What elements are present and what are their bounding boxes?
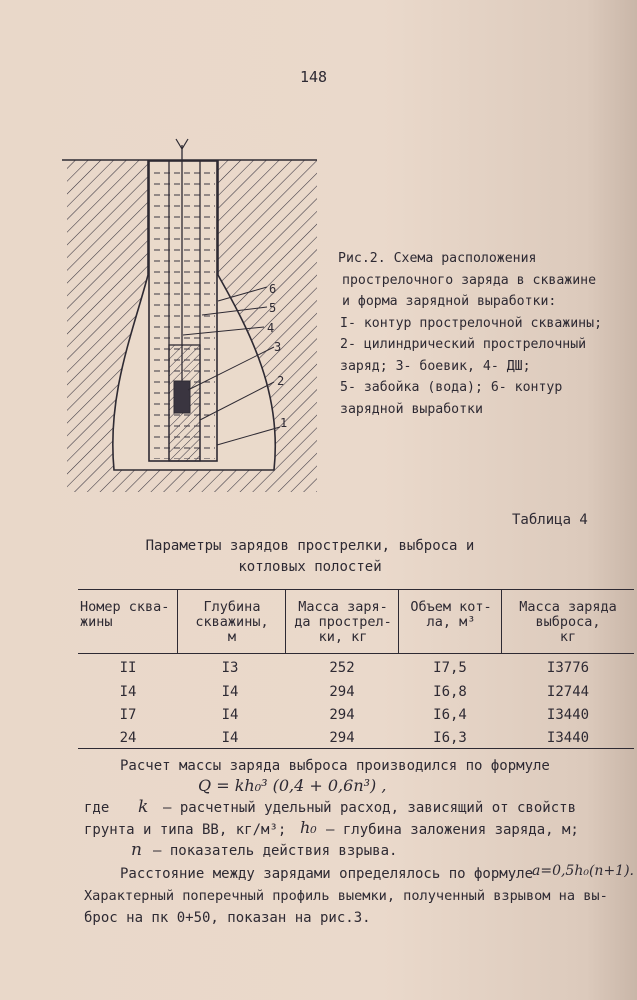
caption-line: Рис.2. Схема расположения bbox=[338, 251, 537, 266]
page-number: 148 bbox=[300, 68, 328, 86]
table-col-divider bbox=[177, 589, 178, 654]
cord-top-right bbox=[182, 139, 188, 149]
table-header-cell bbox=[290, 600, 396, 645]
text-line: грунта и типа ВВ, кг/м³; bbox=[84, 822, 287, 838]
figure-label-3: 3 bbox=[274, 340, 282, 354]
text-line: Характерный поперечный профиль выемки, полученный взрывом на вы- bbox=[84, 888, 608, 904]
symbol-n: n bbox=[131, 840, 142, 860]
table-cell: I7 bbox=[119, 707, 137, 723]
text-line: Расчет массы заряда выброса производился по формуле bbox=[120, 758, 550, 774]
table-header-rule bbox=[78, 653, 634, 654]
header-text: м bbox=[227, 629, 237, 645]
table-title-line: котловых полостей bbox=[238, 559, 382, 575]
table-header-cell bbox=[404, 600, 498, 630]
table-cell: 294 bbox=[329, 730, 355, 746]
text-line: Расстояние между зарядами определялось по формуле bbox=[120, 866, 534, 882]
formula-q: Q = kh₀³ (0,4 + 0,6n³) , bbox=[198, 776, 387, 795]
symbol-h0: h₀ bbox=[300, 818, 317, 837]
figure-label-4: 4 bbox=[267, 321, 275, 335]
caption-line: и форма зарядной выработки: bbox=[342, 294, 557, 309]
formula-a: a=0,5h₀(n+1). bbox=[532, 863, 634, 879]
table-bottom-rule bbox=[78, 748, 634, 749]
header-text: Объем кот- bbox=[410, 599, 492, 615]
figure-label-6: 6 bbox=[269, 282, 277, 296]
table-title-line: Параметры зарядов прострелки, выброса и bbox=[145, 538, 475, 554]
header-text: Номер сква- bbox=[80, 599, 170, 615]
text-line: – показатель действия взрыва. bbox=[153, 843, 398, 859]
text-line: где bbox=[84, 800, 110, 816]
water-stemming bbox=[151, 163, 215, 345]
text-line: – глубина заложения заряда, м; bbox=[326, 822, 579, 838]
figure-label-2: 2 bbox=[277, 374, 285, 388]
table-cell: I2744 bbox=[546, 684, 590, 700]
header-text: жины bbox=[80, 614, 113, 630]
header-text: ки, кг bbox=[318, 629, 368, 645]
table-cell: I4 bbox=[221, 730, 239, 746]
table-cell: I3776 bbox=[546, 660, 590, 676]
table-cell: I6,4 bbox=[433, 707, 467, 723]
figure-label-1: 1 bbox=[280, 416, 288, 430]
caption-line: 2- цилиндрический прострелочный bbox=[340, 337, 587, 352]
figure-caption bbox=[338, 248, 628, 420]
table-col-divider bbox=[501, 589, 502, 654]
header-text: Масса заря- bbox=[298, 599, 388, 615]
table-col-divider bbox=[398, 589, 399, 654]
cord-top-left bbox=[176, 139, 182, 149]
table-cell: I6,8 bbox=[433, 684, 467, 700]
caption-line: I- контур прострелочной скважины; bbox=[340, 315, 603, 331]
table-cell: 294 bbox=[329, 707, 355, 723]
caption-line: прострелочного заряда в скважине bbox=[342, 272, 597, 288]
table-title bbox=[100, 536, 520, 578]
header-text: кг bbox=[559, 629, 577, 645]
table-cell: I4 bbox=[221, 707, 239, 723]
table-cell: I4 bbox=[119, 684, 137, 700]
header-text: скважины, bbox=[195, 614, 269, 630]
table-header-cell bbox=[80, 600, 176, 630]
table-cell: I6,3 bbox=[433, 730, 467, 746]
caption-line: заряд; 3- боевик, 4- ДШ; bbox=[340, 358, 531, 374]
table-top-rule bbox=[78, 589, 634, 590]
header-text: да прострел- bbox=[294, 614, 392, 630]
table-header-cell bbox=[182, 600, 282, 645]
figure-label-5: 5 bbox=[269, 301, 277, 315]
table-cell: I4 bbox=[221, 684, 239, 700]
caption-line: 5- забойка (вода); 6- контур bbox=[340, 380, 563, 395]
table-label: Таблица 4 bbox=[512, 512, 588, 528]
table-cell: I7,5 bbox=[433, 660, 467, 676]
table-col-divider bbox=[285, 589, 286, 654]
caption-line: зарядной выработки bbox=[340, 401, 483, 417]
table-cell: I3440 bbox=[546, 730, 590, 746]
header-text: выброса, bbox=[535, 614, 601, 630]
symbol-k: k bbox=[138, 797, 149, 817]
header-text: Масса заряда bbox=[519, 599, 617, 615]
header-text: Глубина bbox=[203, 599, 261, 615]
borehole-figure bbox=[62, 135, 324, 497]
table-cell: I3440 bbox=[546, 707, 590, 723]
table-cell: I3 bbox=[221, 660, 239, 676]
table-header-cell bbox=[506, 600, 630, 645]
table-cell: 294 bbox=[329, 684, 355, 700]
table-cell: 252 bbox=[329, 660, 355, 676]
table-cell: 24 bbox=[119, 730, 137, 746]
primer bbox=[174, 381, 190, 413]
text-line: – расчетный удельный расход, зависящий от свойств bbox=[163, 800, 577, 816]
table-cell: II bbox=[119, 660, 137, 676]
text-line: брос на пк 0+50, показан на рис.3. bbox=[84, 910, 371, 926]
header-text: ла, м³ bbox=[426, 614, 476, 630]
